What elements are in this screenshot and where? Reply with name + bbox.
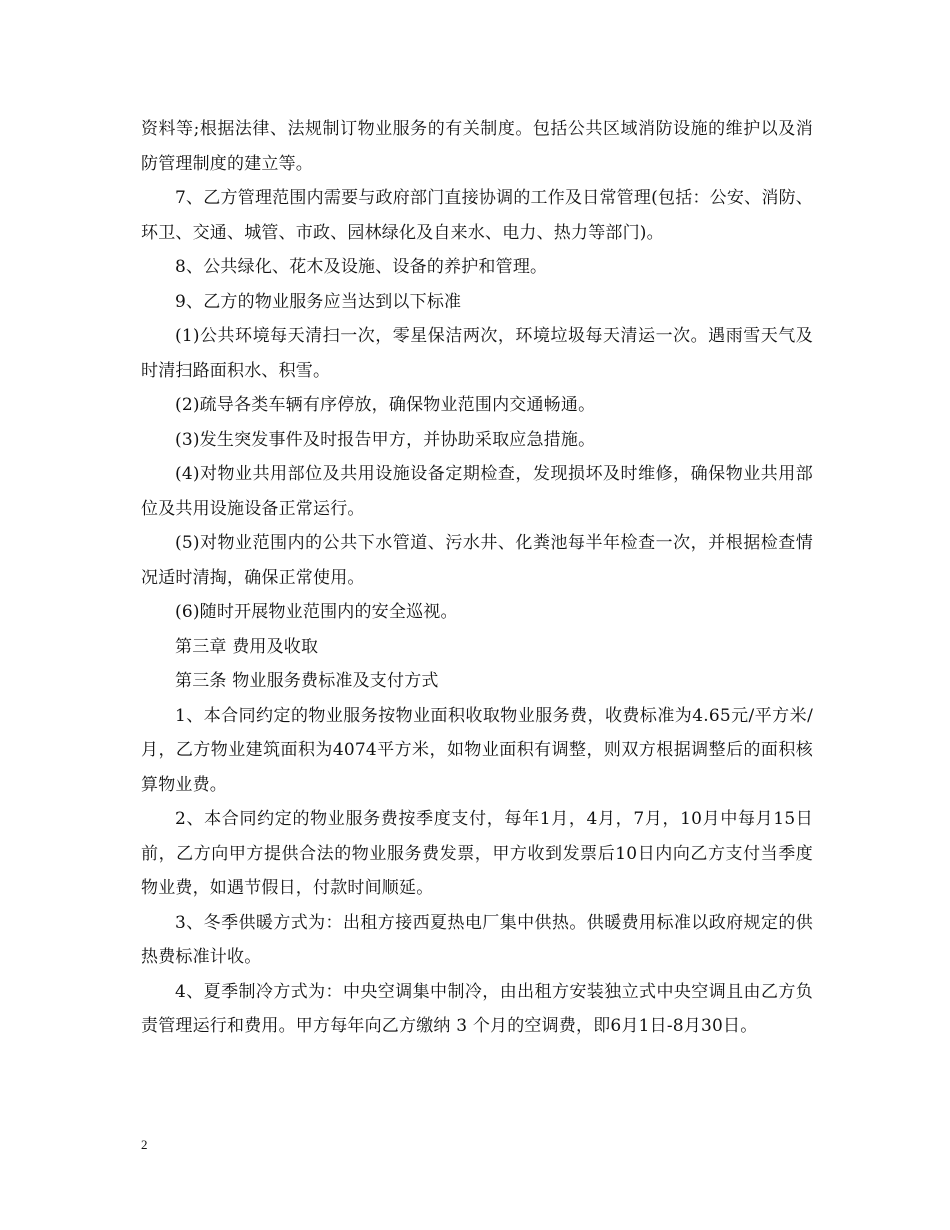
paragraph-2: 7、乙方管理范围内需要与政府部门直接协调的工作及日常管理(包括：公安、消防、环卫、交通、城管、市政、园林绿化及自来水、电力、热力等部门)。 xyxy=(141,188,813,243)
paragraph-6: (2)疏导各类车辆有序停放，确保物业范围内交通畅通。 xyxy=(175,395,596,415)
paragraph-3: 8、公共绿化、花木及设施、设备的养护和管理。 xyxy=(175,257,548,277)
paragraph-1: 资料等;根据法律、法规制订物业服务的有关制度。包括公共区域消防设施的维护以及消防管理制度的建立等。 xyxy=(141,119,813,174)
paragraph-16: 4、夏季制冷方式为：中央空调集中制冷，由出租方安装独立式中央空调且由乙方负责管理运行和费用。甲方每年向乙方缴纳 3 个月的空调费，即6月1日-8月30日。 xyxy=(141,981,813,1036)
document-body xyxy=(141,112,813,1044)
paragraph-5: (1)公共环境每天清扫一次，零星保洁两次，环境垃圾每天清运一次。遇雨雪天气及时清扫路面积水、积雪。 xyxy=(141,326,813,381)
page-number: 2 xyxy=(141,1137,148,1152)
paragraph-4: 9、乙方的物业服务应当达到以下标准 xyxy=(175,291,462,312)
paragraph-9: (5)对物业范围内的公共下水管道、污水井、化粪池每半年检查一次，并根据检查情况适时清掏，确保正常使用。 xyxy=(141,533,813,588)
chapter-heading: 第三章 费用及收取 xyxy=(175,636,319,657)
paragraph-8: (4)对物业共用部位及共用设施设备定期检查，发现损坏及时维修，确保物业共用部位及共用设施设备正常运行。 xyxy=(141,464,813,519)
paragraph-7: (3)发生突发事件及时报告甲方，并协助采取应急措施。 xyxy=(175,429,596,450)
article-heading: 第三条 物业服务费标准及支付方式 xyxy=(175,671,439,691)
paragraph-15: 3、冬季供暖方式为：出租方接西夏热电厂集中供热。供暖费用标准以政府规定的供热费标准计收。 xyxy=(141,912,813,967)
paragraph-10: (6)随时开展物业范围内的安全巡视。 xyxy=(175,602,458,622)
paragraph-14: 2、本合同约定的物业服务费按季度支付，每年1月，4月，7月，10月中每月15日前，乙方向甲方提供合法的物业服务费发票，甲方收到发票后10日内向乙方支付当季度物业费，如遇节假日，付款时间顺延。 xyxy=(141,809,813,898)
paragraph-13: 1、本合同约定的物业服务按物业面积收取物业服务费，收费标准为4.65元/平方米/月，乙方物业建筑面积为4074平方米，如物业面积有调整，则双方根据调整后的面积核算物业费。 xyxy=(141,705,813,795)
